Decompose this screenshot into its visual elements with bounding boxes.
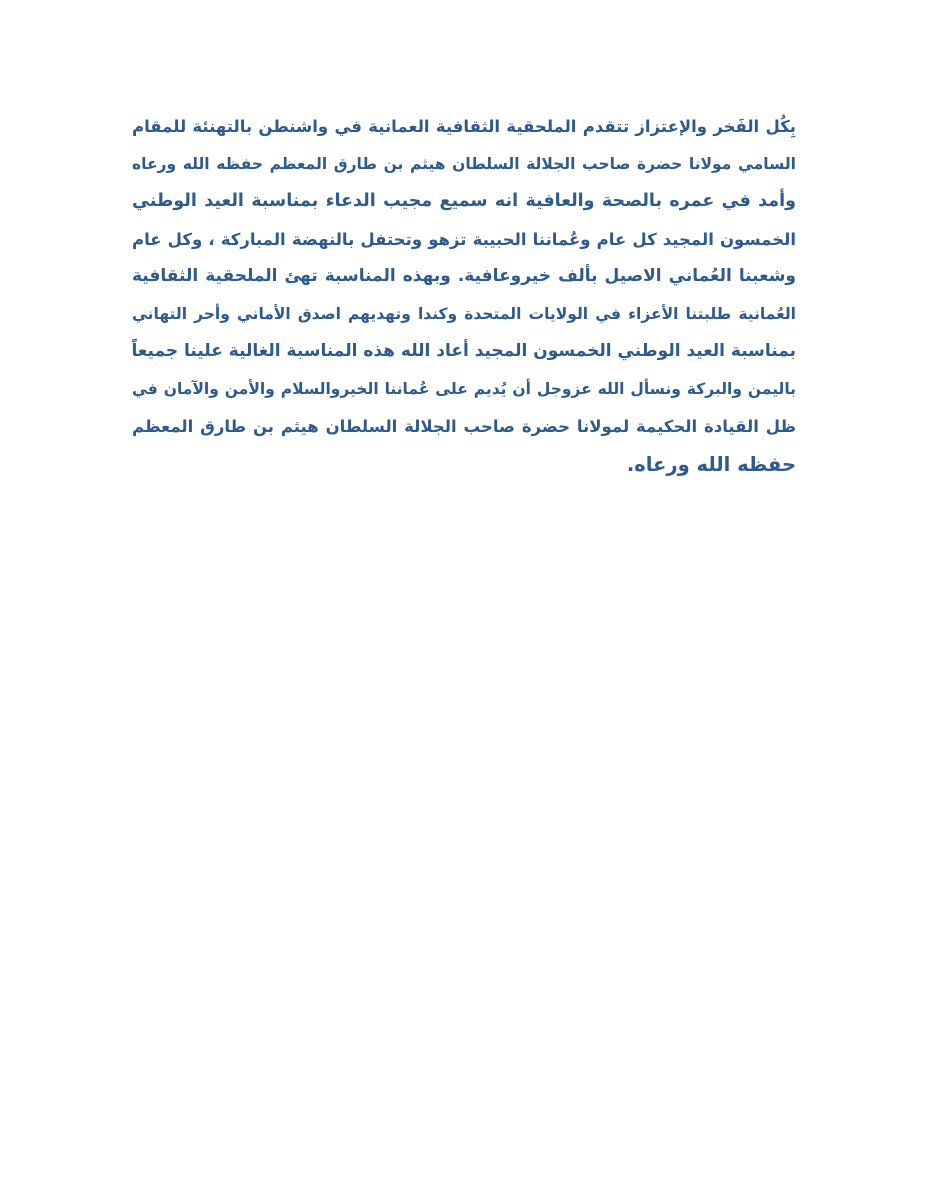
letter-line-closing: حفظه الله ورعاه. <box>626 452 796 476</box>
letter-line: بمناسبة العيد الوطني الخمسون المجيد أعاد الله هذه المناسبة الغالية علينا جميعاً <box>131 341 796 361</box>
letter-body <box>132 108 796 483</box>
letter-line: العُمانية طلبتنا الأعزاء في الولايات المتحدة وكندا وتهديهم اصدق الأماني وأحر التهاني <box>132 304 796 323</box>
letter-line: باليمن والبركة ونسأل الله عزوجل أن يُديم على عُماننا الخيروالسلام والأمن والآمان في <box>132 379 796 398</box>
letter-line: بِكُل الفَخر والإعتزاز تتقدم الملحقية الثقافية العمانية في واشنطن بالتهنئة للمقام <box>132 117 796 136</box>
letter-line: ظل القيادة الحكيمة لمولانا حضرة صاحب الجلالة السلطان هيثم بن طارق المعظم <box>132 417 796 436</box>
letter-line: وشعبنا العُماني الاصيل بألف خيروعافية. وبهذه المناسبة تهئ الملحقية الثقافية <box>132 266 796 286</box>
letter-line: وأمد في عمره بالصحة والعافية انه سميع مجيب الدعاء بمناسبة العيد الوطني <box>132 191 796 211</box>
letter-line: السامي مولانا حضرة صاحب الجلالة السلطان هيثم بن طارق المعظم حفظه الله ورعاه <box>132 154 796 173</box>
letter-line: الخمسون المجيد كل عام وعُماننا الحبيبة تزهو وتحتفل بالنهضة المباركة ، وكل عام <box>132 229 796 249</box>
